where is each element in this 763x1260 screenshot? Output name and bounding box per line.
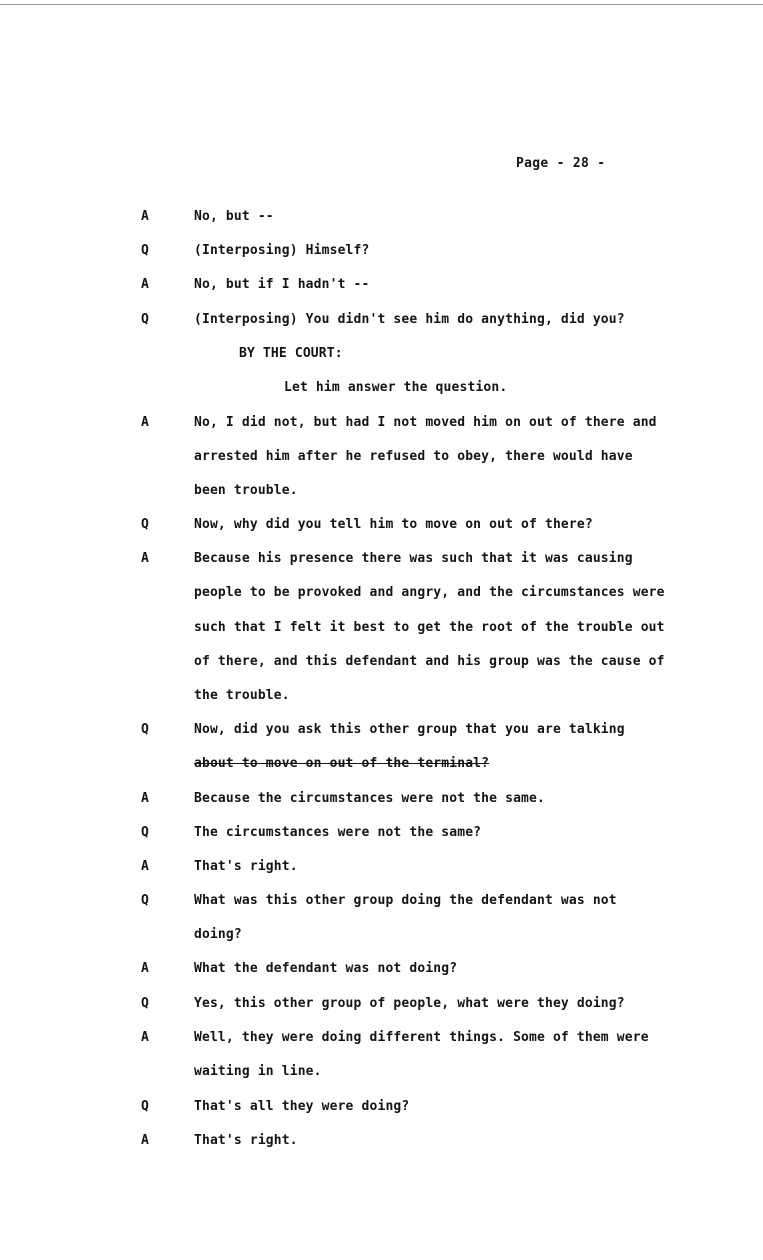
- speaker-label: A: [141, 1030, 149, 1045]
- speaker-label: A: [141, 415, 149, 430]
- page-number: Page - 28 -: [516, 156, 606, 171]
- testimony-line: waiting in line.: [194, 1064, 322, 1079]
- testimony-line: been trouble.: [194, 483, 298, 498]
- testimony-line: (Interposing) You didn't see him do anything, did you?: [194, 312, 625, 327]
- testimony-line: That's right.: [194, 1133, 298, 1148]
- speaker-label: A: [141, 791, 149, 806]
- testimony-line: Yes, this other group of people, what were they doing?: [194, 996, 625, 1011]
- testimony-line: That's right.: [194, 859, 298, 874]
- speaker-label: Q: [141, 825, 149, 840]
- speaker-label: Q: [141, 996, 149, 1011]
- speaker-label: A: [141, 551, 149, 566]
- testimony-line: No, I did not, but had I not moved him on out of there and: [194, 415, 657, 430]
- testimony-line: (Interposing) Himself?: [194, 243, 370, 258]
- speaker-label: Q: [141, 243, 149, 258]
- speaker-label: A: [141, 1133, 149, 1148]
- testimony-line: The circumstances were not the same?: [194, 825, 482, 840]
- speaker-label: Q: [141, 312, 149, 327]
- court-heading: BY THE COURT:: [239, 346, 343, 361]
- testimony-line: Because his presence there was such that it was causing: [194, 551, 633, 566]
- testimony-line: What the defendant was not doing?: [194, 961, 458, 976]
- speaker-label: Q: [141, 722, 149, 737]
- testimony-line: What was this other group doing the defendant was not: [194, 893, 617, 908]
- testimony-line: Well, they were doing different things. Some of them were: [194, 1030, 649, 1045]
- struck-testimony-line: about to move on out of the terminal?: [194, 756, 490, 771]
- speaker-label: A: [141, 209, 149, 224]
- testimony-line: of there, and this defendant and his group was the cause of: [194, 654, 665, 669]
- testimony-line: doing?: [194, 927, 242, 942]
- speaker-label: A: [141, 961, 149, 976]
- testimony-line: Now, did you ask this other group that you are talking: [194, 722, 625, 737]
- testimony-line: people to be provoked and angry, and the circumstances were: [194, 585, 665, 600]
- speaker-label: Q: [141, 1099, 149, 1114]
- testimony-line: No, but --: [194, 209, 274, 224]
- speaker-label: Q: [141, 517, 149, 532]
- court-statement: Let him answer the question.: [284, 380, 508, 395]
- speaker-label: A: [141, 859, 149, 874]
- speaker-label: A: [141, 277, 149, 292]
- speaker-label: Q: [141, 893, 149, 908]
- testimony-line: Because the circumstances were not the same.: [194, 791, 545, 806]
- testimony-line: That's all they were doing?: [194, 1099, 410, 1114]
- testimony-line: Now, why did you tell him to move on out of there?: [194, 517, 593, 532]
- testimony-line: the trouble.: [194, 688, 290, 703]
- testimony-line: such that I felt it best to get the root of the trouble out: [194, 620, 665, 635]
- testimony-line: arrested him after he refused to obey, there would have: [194, 449, 633, 464]
- testimony-line: No, but if I hadn't --: [194, 277, 370, 292]
